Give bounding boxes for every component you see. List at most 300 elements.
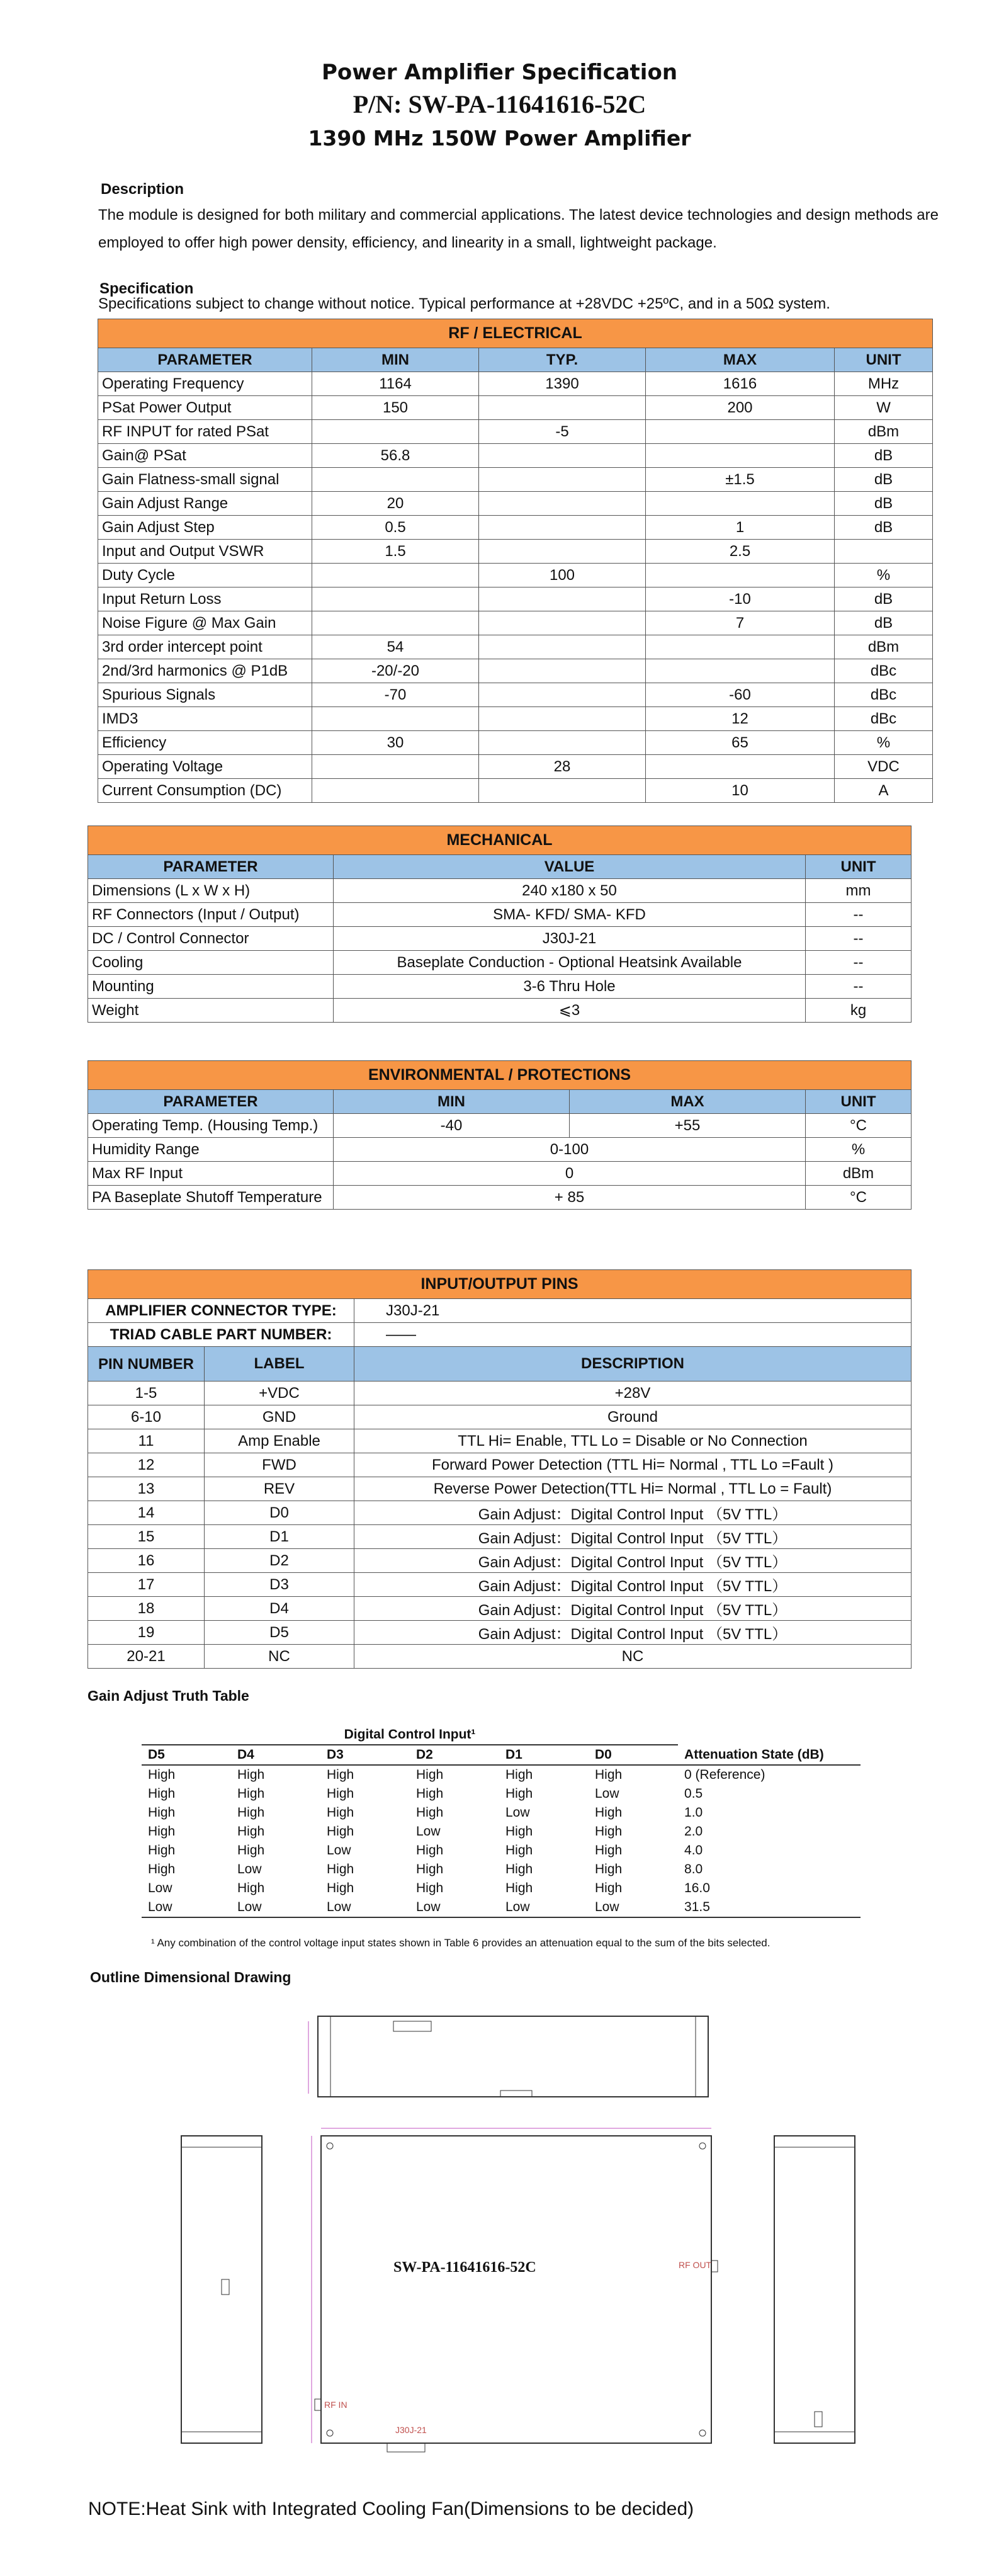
- value-cell: [312, 755, 479, 779]
- description-cell: Gain Adjust：Digital Control Input （5V TTL）: [354, 1501, 912, 1525]
- state-cell: High: [237, 1805, 265, 1820]
- description-cell: Gain Adjust：Digital Control Input （5V TTL）: [354, 1621, 912, 1645]
- state-cell: Low: [499, 1898, 589, 1917]
- value-cell: [479, 396, 646, 420]
- value-cell: dB: [835, 492, 933, 516]
- column-header: MAX: [646, 348, 835, 372]
- state-cell: Low: [320, 1898, 410, 1917]
- rf-table-caption: RF / ELECTRICAL: [98, 319, 933, 348]
- cable-part-value: ——: [354, 1323, 912, 1347]
- description-cell: Reverse Power Detection(TTL Hi= Normal , TTL Lo = Fault): [354, 1477, 912, 1501]
- value-cell: A: [835, 779, 933, 803]
- value-cell: 1390: [479, 372, 646, 396]
- state-cell: Low: [505, 1805, 530, 1820]
- table-row: [88, 1162, 912, 1186]
- param-cell: Input and Output VSWR: [98, 540, 312, 564]
- pin-cell: 17: [88, 1573, 205, 1597]
- param-cell: Gain Adjust Step: [98, 516, 312, 540]
- value-cell: dBm: [835, 635, 933, 659]
- front-view-body: [321, 2136, 711, 2443]
- state-cell: High: [148, 1786, 176, 1801]
- value-cell: [312, 611, 479, 635]
- table-row: [98, 635, 933, 659]
- column-header: PIN NUMBER: [88, 1347, 205, 1382]
- state-cell: High: [505, 1843, 533, 1858]
- value-cell: mm: [806, 879, 912, 903]
- pin-cell: 18: [88, 1597, 205, 1621]
- description-cell: NC: [354, 1645, 912, 1669]
- description-cell: TTL Hi= Enable, TTL Lo = Disable or No Connection: [354, 1429, 912, 1453]
- value-cell: --: [806, 927, 912, 951]
- note-text: NOTE:Heat Sink with Integrated Cooling Fan(Dimensions to be decided): [88, 2499, 694, 2519]
- value-cell: --: [806, 975, 912, 999]
- table-row: [88, 975, 912, 999]
- value-cell: --: [806, 951, 912, 975]
- drawing-label: SW-PA-11641616-52C: [393, 2259, 536, 2276]
- param-cell: Mounting: [88, 975, 334, 999]
- table-row: [98, 683, 933, 707]
- label-cell: GND: [205, 1405, 354, 1429]
- column-header: D0: [589, 1745, 678, 1765]
- table-row: [98, 396, 933, 420]
- value-cell: SMA- KFD/ SMA- KFD: [334, 903, 806, 927]
- state-cell: High: [505, 1824, 533, 1839]
- value-cell: [646, 635, 835, 659]
- table-row: [88, 1549, 912, 1573]
- column-header: D1: [499, 1745, 589, 1765]
- label-cell: D1: [205, 1525, 354, 1549]
- table-row: [142, 1860, 861, 1879]
- rf-out-label: RF OUT: [679, 2260, 712, 2270]
- param-cell: Cooling: [88, 951, 334, 975]
- state-cell: High: [595, 1862, 623, 1876]
- value-cell: [646, 444, 835, 468]
- io-table-caption: INPUT/OUTPUT PINS: [88, 1270, 912, 1299]
- table-row: [98, 587, 933, 611]
- table-row: [98, 707, 933, 731]
- param-cell: Max RF Input: [88, 1162, 334, 1186]
- attenuation-cell: 1.0: [684, 1805, 703, 1820]
- rf-in-label: RF IN: [324, 2400, 347, 2410]
- state-cell: High: [327, 1767, 354, 1782]
- value-cell: dB: [835, 444, 933, 468]
- value-cell: 1164: [312, 372, 479, 396]
- value-cell: ±1.5: [646, 468, 835, 492]
- value-cell: 150: [312, 396, 479, 420]
- value-cell: [479, 683, 646, 707]
- state-cell: High: [416, 1881, 444, 1895]
- state-cell: Low: [231, 1898, 320, 1917]
- value-cell: [312, 707, 479, 731]
- column-header: MIN: [312, 348, 479, 372]
- rf-out-connector-icon: [711, 2261, 718, 2272]
- document-title: Power Amplifier Specification: [321, 60, 678, 85]
- state-cell: Low: [327, 1843, 351, 1858]
- label-cell: D2: [205, 1549, 354, 1573]
- state-cell: High: [416, 1805, 444, 1820]
- table-row: [88, 1186, 912, 1210]
- table-row: [88, 1621, 912, 1645]
- truth-group-header: Digital Control Input¹: [142, 1725, 678, 1745]
- value-cell: [479, 731, 646, 755]
- value-cell: 2.5: [646, 540, 835, 564]
- column-header: D3: [320, 1745, 410, 1765]
- table-row: [142, 1898, 861, 1917]
- state-cell: Low: [589, 1898, 678, 1917]
- table-row: [98, 372, 933, 396]
- table-row: [98, 444, 933, 468]
- value-cell: dB: [835, 611, 933, 635]
- attenuation-cell: 0 (Reference): [684, 1767, 765, 1782]
- state-cell: High: [327, 1805, 354, 1820]
- param-cell: Gain Flatness-small signal: [98, 468, 312, 492]
- attenuation-cell: 8.0: [684, 1862, 703, 1876]
- value-cell: MHz: [835, 372, 933, 396]
- value-cell: [479, 492, 646, 516]
- value-cell: 1616: [646, 372, 835, 396]
- value-cell: [312, 564, 479, 587]
- value-cell: dBc: [835, 659, 933, 683]
- value-cell: 200: [646, 396, 835, 420]
- param-cell: Input Return Loss: [98, 587, 312, 611]
- value-cell: W: [835, 396, 933, 420]
- state-cell: High: [505, 1767, 533, 1782]
- param-cell: RF INPUT for rated PSat: [98, 420, 312, 444]
- pin-cell: 16: [88, 1549, 205, 1573]
- state-cell: High: [237, 1767, 265, 1782]
- column-header: UNIT: [835, 348, 933, 372]
- state-cell: High: [327, 1881, 354, 1895]
- value-cell: -70: [312, 683, 479, 707]
- description-cell: Gain Adjust：Digital Control Input （5V TTL）: [354, 1573, 912, 1597]
- param-cell: Operating Frequency: [98, 372, 312, 396]
- value-cell: [479, 659, 646, 683]
- drawing-heading: Outline Dimensional Drawing: [90, 1969, 291, 1985]
- value-cell: [479, 635, 646, 659]
- pin-cell: 13: [88, 1477, 205, 1501]
- value-cell: -20/-20: [312, 659, 479, 683]
- column-header: PARAMETER: [88, 855, 334, 879]
- table-row: [88, 1405, 912, 1429]
- state-cell: High: [237, 1843, 265, 1858]
- pin-cell: 19: [88, 1621, 205, 1645]
- state-cell: Low: [237, 1862, 262, 1876]
- state-cell: High: [595, 1767, 623, 1782]
- table-row: [88, 951, 912, 975]
- state-cell: Low: [416, 1824, 441, 1839]
- table-row: [142, 1784, 861, 1803]
- value-cell: J30J-21: [334, 927, 806, 951]
- state-cell: High: [416, 1786, 444, 1801]
- right-view-body: [774, 2136, 855, 2443]
- column-header: MAX: [570, 1090, 806, 1114]
- column-header: MIN: [334, 1090, 570, 1114]
- state-cell: High: [327, 1786, 354, 1801]
- description-cell: Gain Adjust：Digital Control Input （5V TTL）: [354, 1549, 912, 1573]
- value-cell: [646, 420, 835, 444]
- table-row: [98, 540, 933, 564]
- label-cell: Amp Enable: [205, 1429, 354, 1453]
- value-cell: dBm: [835, 420, 933, 444]
- value-cell: -10: [646, 587, 835, 611]
- state-cell: High: [505, 1786, 533, 1801]
- description-text: The module is designed for both military and commercial applications. The latest device technologies and design methods are employed to offer high power density, efficiency, and linearity in a small, lightweight package.: [98, 207, 939, 251]
- column-header: UNIT: [806, 1090, 912, 1114]
- label-cell: D5: [205, 1621, 354, 1645]
- column-header: DESCRIPTION: [354, 1347, 912, 1382]
- value-cell: [312, 587, 479, 611]
- state-cell: High: [148, 1767, 176, 1782]
- mech-table-caption: MECHANICAL: [88, 826, 912, 855]
- value-cell: [646, 755, 835, 779]
- value-cell: 240 x180 x 50: [334, 879, 806, 903]
- state-cell: High: [148, 1843, 176, 1858]
- param-cell: 2nd/3rd harmonics @ P1dB: [98, 659, 312, 683]
- value-cell: [646, 492, 835, 516]
- value-cell: %: [835, 564, 933, 587]
- unit-cell: °C: [806, 1114, 912, 1138]
- value-cell: dBc: [835, 683, 933, 707]
- value-cell: 1: [646, 516, 835, 540]
- column-header: UNIT: [806, 855, 912, 879]
- state-cell: High: [327, 1824, 354, 1839]
- value-cell: -5: [479, 420, 646, 444]
- value-cell: [312, 468, 479, 492]
- env-table-caption: ENVIRONMENTAL / PROTECTIONS: [88, 1061, 912, 1090]
- value-cell: 0: [334, 1162, 806, 1186]
- state-cell: Low: [595, 1786, 619, 1801]
- table-row: [88, 1597, 912, 1621]
- value-cell: 56.8: [312, 444, 479, 468]
- value-cell: 65: [646, 731, 835, 755]
- table-row: [88, 1525, 912, 1549]
- value-cell: [479, 516, 646, 540]
- state-cell: High: [595, 1824, 623, 1839]
- value-cell: [479, 611, 646, 635]
- table-row: [98, 611, 933, 635]
- value-cell: 1.5: [312, 540, 479, 564]
- environmental-table: [87, 1060, 912, 1210]
- column-header: D4: [231, 1745, 320, 1765]
- value-cell: 10: [646, 779, 835, 803]
- mechanical-table: [87, 826, 912, 1023]
- table-row: [88, 903, 912, 927]
- column-header: PARAMETER: [98, 348, 312, 372]
- connector-type-label: AMPLIFIER CONNECTOR TYPE:: [88, 1299, 354, 1323]
- pin-cell: 11: [88, 1429, 205, 1453]
- state-cell: Low: [410, 1898, 499, 1917]
- value-cell: dB: [835, 468, 933, 492]
- state-cell: High: [505, 1881, 533, 1895]
- state-cell: High: [505, 1862, 533, 1876]
- value-cell: [312, 420, 479, 444]
- state-cell: Low: [142, 1898, 231, 1917]
- state-cell: Low: [148, 1881, 172, 1895]
- column-header: LABEL: [205, 1347, 354, 1382]
- table-row: [142, 1841, 861, 1860]
- table-row: [98, 731, 933, 755]
- pin-cell: 1-5: [88, 1382, 205, 1405]
- value-cell: 0-100: [334, 1138, 806, 1162]
- description-cell: Gain Adjust：Digital Control Input （5V TTL）: [354, 1597, 912, 1621]
- param-cell: Gain@ PSat: [98, 444, 312, 468]
- state-cell: High: [416, 1767, 444, 1782]
- value-cell: dBc: [835, 707, 933, 731]
- table-row: [98, 420, 933, 444]
- value-cell: --: [806, 903, 912, 927]
- table-row: [142, 1765, 861, 1784]
- table-row: [98, 516, 933, 540]
- state-cell: High: [148, 1805, 176, 1820]
- value-cell: 7: [646, 611, 835, 635]
- label-cell: FWD: [205, 1453, 354, 1477]
- value-cell: [835, 540, 933, 564]
- unit-cell: dBm: [806, 1162, 912, 1186]
- table-row: [88, 1138, 912, 1162]
- param-cell: Spurious Signals: [98, 683, 312, 707]
- value-cell: dB: [835, 587, 933, 611]
- document-subtitle: 1390 MHz 150W Power Amplifier: [308, 126, 691, 150]
- gain-truth-table: [142, 1725, 861, 1918]
- state-cell: High: [327, 1862, 354, 1876]
- table-row: [88, 1453, 912, 1477]
- attenuation-cell: 31.5: [678, 1898, 861, 1917]
- pin-cell: 15: [88, 1525, 205, 1549]
- attenuation-cell: 4.0: [684, 1843, 703, 1858]
- value-cell: dB: [835, 516, 933, 540]
- value-cell: 54: [312, 635, 479, 659]
- table-row: [88, 1382, 912, 1405]
- unit-cell: °C: [806, 1186, 912, 1210]
- param-cell: Noise Figure @ Max Gain: [98, 611, 312, 635]
- table-row: [88, 999, 912, 1023]
- value-cell: [312, 779, 479, 803]
- value-cell: [479, 779, 646, 803]
- value-cell: [479, 707, 646, 731]
- param-cell: Operating Voltage: [98, 755, 312, 779]
- param-cell: PSat Power Output: [98, 396, 312, 420]
- table-row: [88, 1573, 912, 1597]
- table-row: [88, 1429, 912, 1453]
- connector-type-value: J30J-21: [354, 1299, 912, 1323]
- rf-electrical-table: [98, 319, 933, 803]
- label-cell: D3: [205, 1573, 354, 1597]
- part-number: P/N: SW-PA-11641616-52C: [353, 90, 646, 118]
- param-cell: Duty Cycle: [98, 564, 312, 587]
- param-cell: Operating Temp. (Housing Temp.): [88, 1114, 334, 1138]
- value-cell: 20: [312, 492, 479, 516]
- value-cell: [479, 444, 646, 468]
- pin-cell: 6-10: [88, 1405, 205, 1429]
- value-cell: 0.5: [312, 516, 479, 540]
- table-row: [98, 492, 933, 516]
- attenuation-cell: 16.0: [684, 1881, 710, 1895]
- table-row: [88, 1645, 912, 1669]
- state-cell: High: [416, 1843, 444, 1858]
- value-cell: [646, 659, 835, 683]
- rf-in-connector-icon: [315, 2399, 321, 2410]
- description-cell: +28V: [354, 1382, 912, 1405]
- value-cell: VDC: [835, 755, 933, 779]
- state-cell: High: [595, 1881, 623, 1895]
- value-cell: + 85: [334, 1186, 806, 1210]
- value-cell: 28: [479, 755, 646, 779]
- table-row: [88, 927, 912, 951]
- param-cell: Dimensions (L x W x H): [88, 879, 334, 903]
- value-cell: kg: [806, 999, 912, 1023]
- top-view-body: [318, 2016, 708, 2097]
- table-row: [142, 1803, 861, 1822]
- param-cell: IMD3: [98, 707, 312, 731]
- value-cell: 12: [646, 707, 835, 731]
- value-cell: [479, 468, 646, 492]
- param-cell: 3rd order intercept point: [98, 635, 312, 659]
- truth-table-heading: Gain Adjust Truth Table: [87, 1688, 249, 1704]
- value-cell: [646, 564, 835, 587]
- value-cell: [479, 540, 646, 564]
- truth-table-footnote: ¹ Any combination of the control voltage input states shown in Table 6 provides an attenuation equal to the sum of the bits selected.: [151, 1937, 770, 1949]
- table-row: [142, 1879, 861, 1898]
- value-cell: [479, 587, 646, 611]
- param-cell: RF Connectors (Input / Output): [88, 903, 334, 927]
- state-cell: High: [148, 1862, 176, 1876]
- param-cell: Efficiency: [98, 731, 312, 755]
- param-cell: Current Consumption (DC): [98, 779, 312, 803]
- pin-cell: 12: [88, 1453, 205, 1477]
- specification-heading: Specification: [99, 280, 194, 297]
- state-cell: High: [595, 1843, 623, 1858]
- description-cell: Forward Power Detection (TTL Hi= Normal , TTL Lo =Fault ): [354, 1453, 912, 1477]
- value-cell: 30: [312, 731, 479, 755]
- state-cell: High: [416, 1862, 444, 1876]
- unit-cell: %: [806, 1138, 912, 1162]
- table-row: [88, 1477, 912, 1501]
- column-header: D2: [410, 1745, 499, 1765]
- state-cell: High: [237, 1824, 265, 1839]
- description-cell: Ground: [354, 1405, 912, 1429]
- state-cell: High: [237, 1786, 265, 1801]
- value-cell: 3-6 Thru Hole: [334, 975, 806, 999]
- io-pins-table: [87, 1269, 912, 1669]
- top-view-connector: [393, 2021, 431, 2031]
- connector-label: J30J-21: [395, 2425, 427, 2435]
- table-row: [88, 1501, 912, 1525]
- value-cell: %: [835, 731, 933, 755]
- value-cell: 100: [479, 564, 646, 587]
- table-row: [98, 755, 933, 779]
- label-cell: +VDC: [205, 1382, 354, 1405]
- label-cell: REV: [205, 1477, 354, 1501]
- bottom-connector-icon: [387, 2443, 425, 2452]
- max-cell: +55: [570, 1114, 806, 1138]
- state-cell: High: [148, 1824, 176, 1839]
- pin-cell: 14: [88, 1501, 205, 1525]
- column-header: Attenuation State (dB): [678, 1745, 861, 1765]
- value-cell: -60: [646, 683, 835, 707]
- specification-text: Specifications subject to change without notice. Typical performance at +28VDC +25ºC, and in a 50Ω system.: [98, 295, 830, 312]
- param-cell: Humidity Range: [88, 1138, 334, 1162]
- table-row: [98, 468, 933, 492]
- column-header: TYP.: [479, 348, 646, 372]
- param-cell: Gain Adjust Range: [98, 492, 312, 516]
- label-cell: D0: [205, 1501, 354, 1525]
- min-cell: -40: [334, 1114, 570, 1138]
- attenuation-cell: 0.5: [684, 1786, 703, 1801]
- value-cell: Baseplate Conduction - Optional Heatsink Available: [334, 951, 806, 975]
- table-row: [88, 1114, 912, 1138]
- table-row: [88, 879, 912, 903]
- state-cell: High: [595, 1805, 623, 1820]
